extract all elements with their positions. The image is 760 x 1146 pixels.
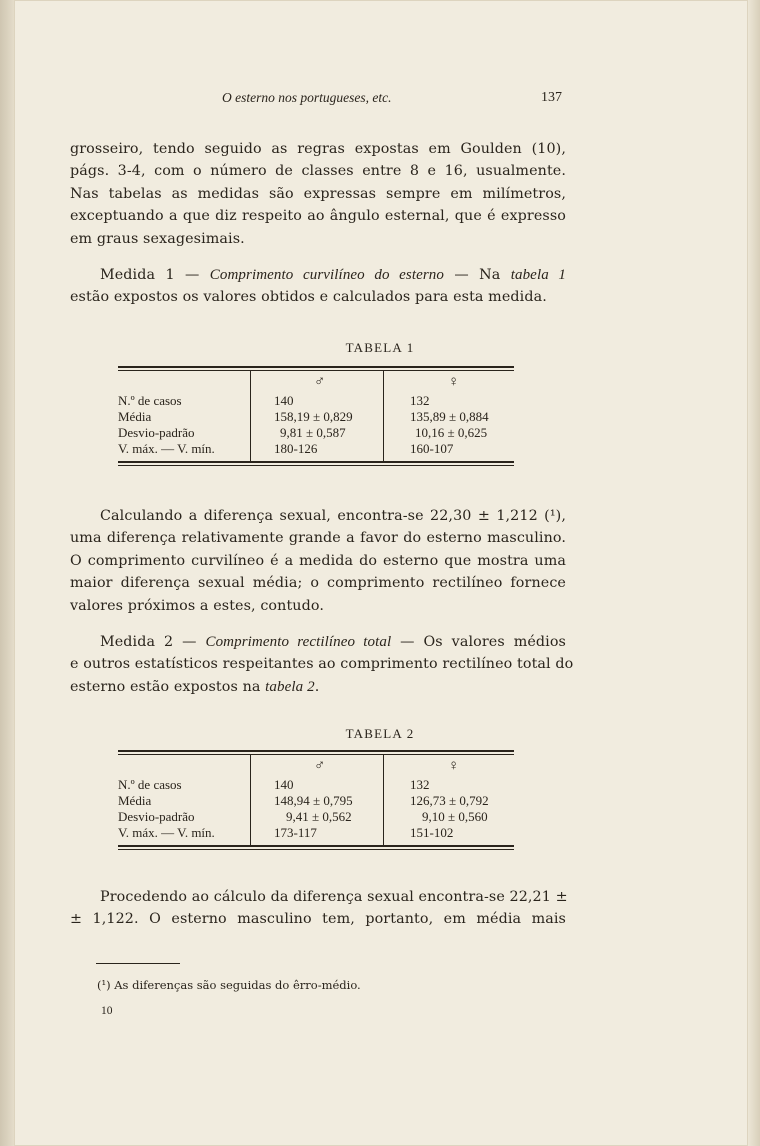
text-line: Nas tabelas as medidas são expressas sempre em milímetros, xyxy=(70,185,566,202)
table-bottom-rule xyxy=(118,845,514,850)
table-reference: tabela 2 xyxy=(265,678,315,695)
separator-text: — Na xyxy=(443,267,511,283)
table-row xyxy=(118,409,514,425)
paragraph-5 xyxy=(70,886,566,931)
table-row xyxy=(118,809,514,825)
running-head-title: O esterno nos portugueses, etc. xyxy=(222,90,392,105)
page-number: 137 xyxy=(541,90,562,105)
sex-header-row xyxy=(118,755,514,777)
table-reference: tabela 1 xyxy=(510,267,566,283)
male-symbol: ♂ xyxy=(314,758,326,774)
text-line: e outros estatísticos respeitantes ao comprimento rectilíneo total do xyxy=(70,656,574,673)
table-body xyxy=(118,371,514,461)
text-span: — Os valores médios xyxy=(391,634,566,650)
row-label: Média xyxy=(118,793,152,808)
table-2-caption: TABELA 2 xyxy=(345,726,415,741)
female-value: 9,10 ± 0,560 xyxy=(422,809,488,824)
table-row xyxy=(118,425,514,441)
table-body xyxy=(118,755,514,845)
sex-header-row xyxy=(118,371,514,393)
female-value: 132 xyxy=(410,777,430,792)
male-value: 140 xyxy=(274,393,294,408)
text-line xyxy=(70,631,566,653)
female-value: 10,16 ± 0,625 xyxy=(415,425,488,440)
text-line: Calculando a diferença sexual, encontra-se 22,30 ± 1,212 (¹), xyxy=(100,508,566,524)
male-value: 158,19 ± 0,829 xyxy=(274,409,353,424)
female-value: 135,89 ± 0,884 xyxy=(410,409,489,424)
text-line: maior diferença sexual média; o comprimento rectilíneo fornece xyxy=(70,575,566,592)
row-label: N.º de casos xyxy=(118,393,182,408)
signature-mark: 10 xyxy=(101,1005,113,1017)
female-value: 132 xyxy=(410,393,430,408)
paragraph-medida-1 xyxy=(70,264,566,309)
male-value: 173-117 xyxy=(274,825,317,840)
table-row xyxy=(118,793,514,809)
text-line: págs. 3-4, com o número de classes entre 8 e 16, usualmente. xyxy=(70,163,566,180)
measure-title: Comprimento rectilíneo total xyxy=(205,634,392,650)
text-line xyxy=(70,264,566,286)
table-row xyxy=(118,393,514,409)
measure-title: Comprimento curvilíneo do esterno xyxy=(209,267,444,283)
female-value: 160-107 xyxy=(410,441,454,456)
text-line: grosseiro, tendo seguido as regras expostas em Goulden (10), xyxy=(70,141,566,157)
paragraph-3 xyxy=(70,505,566,617)
table-row xyxy=(118,777,514,793)
paragraph-1 xyxy=(70,138,566,250)
female-symbol: ♀ xyxy=(448,758,460,774)
table-bottom-rule xyxy=(118,461,514,466)
text-line: estão expostos os valores obtidos e calculados para esta medida. xyxy=(70,289,547,306)
row-label: Média xyxy=(118,409,152,424)
text-line: O comprimento curvilíneo é a medida do esterno que mostra uma xyxy=(70,552,566,569)
male-value: 180-126 xyxy=(274,441,318,456)
row-label: Desvio-padrão xyxy=(118,809,195,824)
male-value: 9,41 ± 0,562 xyxy=(286,809,352,824)
book-spine-shadow xyxy=(0,0,14,1146)
text-line: exceptuando a que diz respeito ao ângulo esternal, que é expresso xyxy=(70,208,566,225)
table-2 xyxy=(118,750,514,850)
table-1 xyxy=(118,366,514,466)
footnote: (¹) As diferenças são seguidas do êrro-médio. xyxy=(97,978,361,992)
female-value: 126,73 ± 0,792 xyxy=(410,793,489,808)
text-line: ± 1,122. O esterno masculino tem, portanto, em média mais xyxy=(70,911,566,928)
table-row xyxy=(118,441,514,461)
text-line: valores próximos a estes, contudo. xyxy=(70,597,324,614)
table-1-caption: TABELA 1 xyxy=(345,340,415,355)
row-label: V. máx. — V. mín. xyxy=(118,441,215,456)
text-line: uma diferença relativamente grande a favor do esterno masculino. xyxy=(70,530,566,547)
measure-label: Medida 2 — xyxy=(100,634,206,650)
text-span: esterno estão expostos na xyxy=(70,678,266,695)
table-row xyxy=(118,825,514,845)
footnote-rule xyxy=(96,963,180,964)
female-value: 151-102 xyxy=(410,825,454,840)
text-line: Procedendo ao cálculo da diferença sexual encontra-se 22,21 ± xyxy=(100,889,568,905)
text-line xyxy=(70,676,566,698)
row-label: N.º de casos xyxy=(118,777,182,792)
paragraph-medida-2 xyxy=(70,631,574,698)
male-value: 9,81 ± 0,587 xyxy=(280,425,346,440)
male-value: 148,94 ± 0,795 xyxy=(274,793,353,808)
text-line: em graus sexagesimais. xyxy=(70,230,245,247)
measure-label: Medida 1 — xyxy=(100,267,210,283)
female-symbol: ♀ xyxy=(448,374,460,390)
row-label: Desvio-padrão xyxy=(118,425,195,440)
page-edge xyxy=(748,0,760,1146)
text-span: . xyxy=(314,678,320,695)
row-label: V. máx. — V. mín. xyxy=(118,825,215,840)
male-value: 140 xyxy=(274,777,294,792)
male-symbol: ♂ xyxy=(314,374,326,390)
running-head xyxy=(0,88,760,110)
